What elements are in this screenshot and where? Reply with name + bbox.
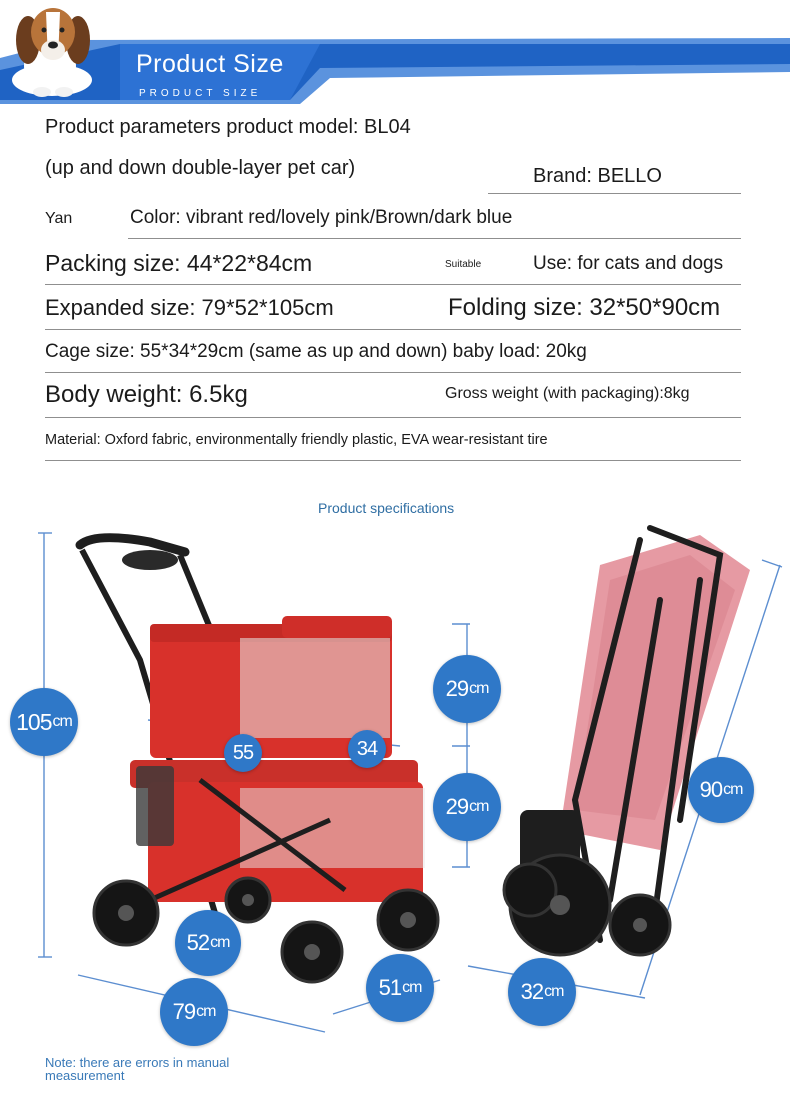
measurement-note: Note: there are errors in manual measurement <box>45 1055 230 1083</box>
dimension-cage-length-badge: 55 <box>224 734 262 772</box>
folded-stroller <box>504 528 750 955</box>
dimension-length-badge: 79 cm <box>160 978 228 1046</box>
dimension-height-badge: 105 cm <box>10 688 78 756</box>
specifications-figure <box>0 520 790 1060</box>
dimension-cage-width-badge: 34 <box>348 730 386 768</box>
param-use: Use: for cats and dogs <box>533 253 724 274</box>
divider <box>488 193 741 194</box>
page-subtitle: PRODUCT SIZE <box>139 88 262 99</box>
dimension-depth-badge: 51 cm <box>366 954 434 1022</box>
divider <box>45 372 741 373</box>
param-brand: Brand: BELLO <box>533 165 662 187</box>
param-model: Product parameters product model: BL04 <box>45 116 411 138</box>
dimension-top-cage-badge: 29 cm <box>433 655 501 723</box>
param-packing-size: Packing size: 44*22*84cm <box>45 250 313 276</box>
divider <box>128 238 741 239</box>
banner-background <box>0 0 790 110</box>
divider <box>45 284 741 285</box>
param-yan: Yan <box>45 210 73 227</box>
dimension-bottom-cage-badge: 29 cm <box>433 773 501 841</box>
dimension-folded-height-badge: 90 cm <box>688 757 754 823</box>
param-suitable: Suitable <box>445 259 482 270</box>
param-gross-weight: Gross weight (with packaging):8kg <box>445 385 690 402</box>
divider <box>45 460 741 461</box>
param-folding-size: Folding size: 32*50*90cm <box>448 294 721 321</box>
divider <box>45 417 741 418</box>
specifications-title: Product specifications <box>318 500 455 516</box>
param-material: Material: Oxford fabric, environmentally friendly plastic, EVA wear-resistant tire <box>45 432 548 448</box>
page-title: Product Size <box>136 50 284 78</box>
param-body-weight: Body weight: 6.5kg <box>45 381 248 408</box>
dimension-wheel-width-badge: 52 cm <box>175 910 241 976</box>
param-cage-size: Cage size: 55*34*29cm (same as up and down) baby load: 20kg <box>45 341 587 362</box>
header-banner <box>0 0 790 110</box>
param-expanded-size: Expanded size: 79*52*105cm <box>45 295 334 320</box>
param-model-desc: (up and down double-layer pet car) <box>45 157 356 179</box>
dimension-folded-width-badge: 32 cm <box>508 958 576 1026</box>
param-color: Color: vibrant red/lovely pink/Brown/dark blue <box>130 207 513 228</box>
divider <box>45 329 741 330</box>
beagle-dog-icon <box>0 0 104 98</box>
